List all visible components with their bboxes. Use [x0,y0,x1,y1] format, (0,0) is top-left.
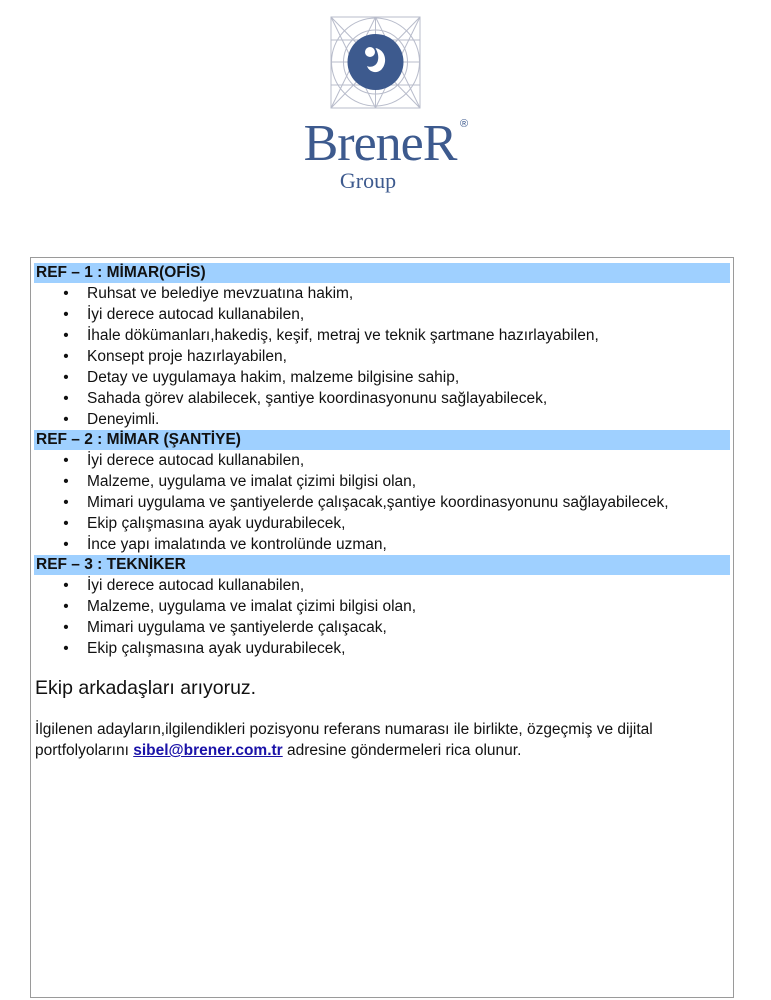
list-item-text: Mimari uygulama ve şantiyelerde çalışacak, [87,619,387,636]
list-item-text: İnce yapı imalatında ve kontrolünde uzman, [87,536,387,553]
registered-mark: ® [460,118,469,130]
list-item-text: Sahada görev alabilecek, şantiye koordinasyonunu sağlayabilecek, [87,390,548,407]
list-item [34,304,730,325]
ref-2-section [34,430,730,555]
ref-3-requirements [34,575,730,659]
logo-disc [348,34,404,90]
bullet-icon: • [63,348,69,365]
list-item-text: Konsept proje hazırlayabilen, [87,348,287,365]
contact-text-before: İlgilenen adayların,ilgilendikleri pozisyonu referans numarası ile birlikte, özgeçmiş ve dijital portfolyolarını [35,721,653,759]
list-item [34,388,730,409]
list-item-text: İyi derece autocad kullanabilen, [87,452,305,469]
list-item [34,492,730,513]
list-item-text: Mimari uygulama ve şantiyelerde çalışacak,şantiye koordinasyonunu sağlayabilecek, [87,494,669,511]
logo-subtitle: Group [339,168,397,193]
list-item [34,409,730,430]
contact-text-after: adresine göndermeleri rica olunur. [282,742,522,759]
brener-logo-graphic [250,10,520,200]
list-item [34,367,730,388]
list-item [34,617,730,638]
email-link[interactable]: sibel@brener.com.tr [133,742,283,759]
list-item [34,283,730,304]
bullet-icon: • [63,619,69,636]
list-item [34,638,730,659]
bullet-icon: • [63,598,69,615]
list-item-text: İyi derece autocad kullanabilen, [87,577,305,594]
bullet-icon: • [63,411,69,428]
logo-swirl-dot [365,47,375,57]
bullet-icon: • [63,640,69,657]
list-item-text: Ruhsat ve belediye mevzuatına hakim, [87,285,354,302]
ref-1-section [34,263,730,430]
bullet-icon: • [63,285,69,302]
list-item-text: İhale dökümanları,hakediş, keşif, metraj ve teknik şartmane hazırlayabilen, [87,327,599,344]
bullet-icon: • [63,515,69,532]
list-item-text: Malzeme, uygulama ve imalat çizimi bilgisi olan, [87,598,417,615]
bullet-icon: • [63,452,69,469]
bullet-icon: • [63,473,69,490]
list-item [34,534,730,555]
list-item-text: Detay ve uygulamaya hakim, malzeme bilgisine sahip, [87,369,460,386]
ref-2-heading: REF – 2 : MİMAR (ŞANTİYE) [34,430,730,450]
list-item [34,346,730,367]
bullet-icon: • [63,577,69,594]
bullet-icon: • [63,327,69,344]
list-item-text: Ekip çalışmasına ayak uydurabilecek, [87,640,346,657]
list-item [34,513,730,534]
list-item-text: İyi derece autocad kullanabilen, [87,306,305,323]
list-item [34,596,730,617]
list-item-text: Deneyimli. [87,411,160,428]
list-item-text: Malzeme, uygulama ve imalat çizimi bilgisi olan, [87,473,417,490]
ref-2-requirements [34,450,730,555]
bullet-icon: • [63,494,69,511]
contact-paragraph [34,719,730,761]
list-item [34,325,730,346]
job-posting-content [34,263,730,761]
bullet-icon: • [63,369,69,386]
bullet-icon: • [63,390,69,407]
bullet-icon: • [63,536,69,553]
logo-wordmark: BreneR [303,115,457,172]
list-item [34,450,730,471]
ref-3-heading: REF – 3 : TEKNİKER [34,555,730,575]
ref-1-requirements [34,283,730,430]
bullet-icon: • [63,306,69,323]
tagline: Ekip arkadaşları arıyoruz. [35,677,257,699]
ref-3-section [34,555,730,659]
brener-logo [250,10,520,200]
ref-1-heading: REF – 1 : MİMAR(OFİS) [34,263,730,283]
list-item-text: Ekip çalışmasına ayak uydurabilecek, [87,515,346,532]
list-item [34,575,730,596]
list-item [34,471,730,492]
